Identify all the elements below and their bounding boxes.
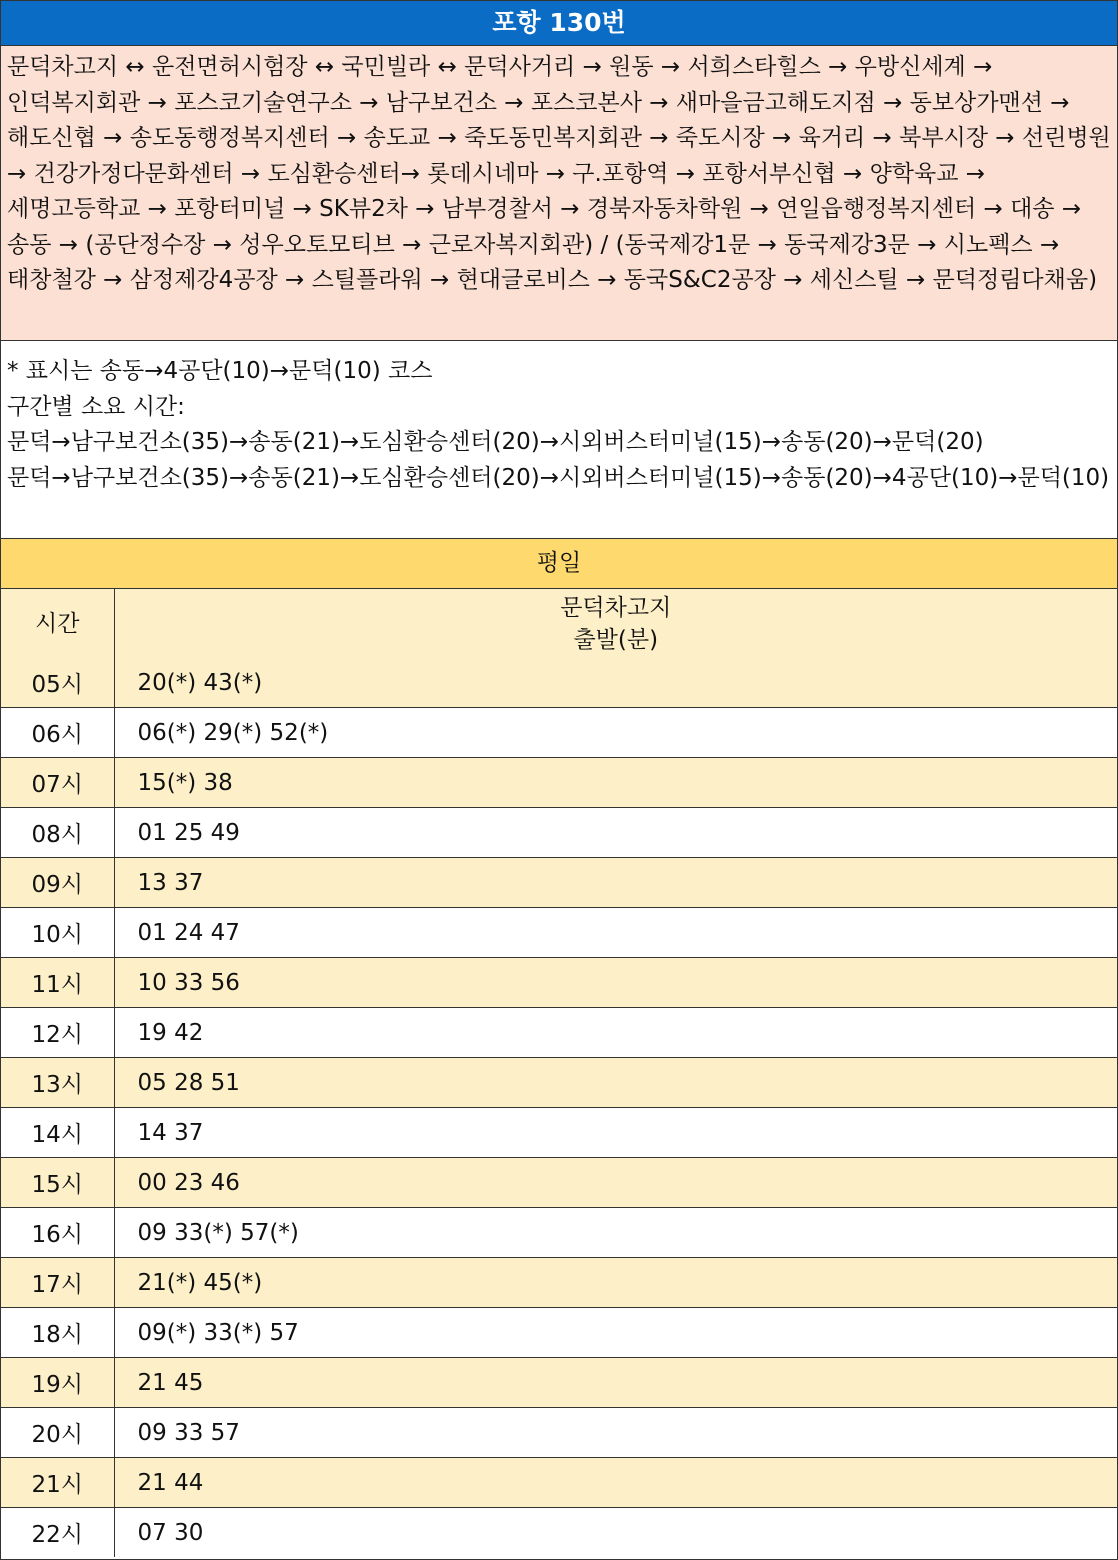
departure-minutes-cell: 01 25 49 bbox=[114, 808, 1117, 858]
departure-minutes-cell: 07 30 bbox=[114, 1508, 1117, 1558]
route-title: 포항 130번 bbox=[1, 1, 1117, 46]
departure-minutes-cell: 09 33(*) 57(*) bbox=[114, 1208, 1117, 1258]
schedule-row bbox=[1, 1458, 1117, 1508]
hour-cell: 15시 bbox=[1, 1158, 114, 1208]
hour-cell: 07시 bbox=[1, 758, 114, 808]
hour-cell: 17시 bbox=[1, 1258, 114, 1308]
schedule-row bbox=[1, 1158, 1117, 1208]
hour-cell: 18시 bbox=[1, 1308, 114, 1358]
hour-cell: 06시 bbox=[1, 708, 114, 758]
schedule-row bbox=[1, 1208, 1117, 1258]
schedule-table bbox=[1, 589, 1117, 1557]
hour-cell: 09시 bbox=[1, 858, 114, 908]
schedule-row bbox=[1, 1508, 1117, 1558]
asterisk-note: * 표시는 송동→4공단(10)→문덕(10) 코스 bbox=[7, 358, 433, 384]
departure-minutes-cell: 09(*) 33(*) 57 bbox=[114, 1308, 1117, 1358]
hour-cell: 16시 bbox=[1, 1208, 114, 1258]
hour-cell: 13시 bbox=[1, 1058, 114, 1108]
departure-minutes-cell: 21 45 bbox=[114, 1358, 1117, 1408]
course-1-times: 문덕→남구보건소(35)→송동(21)→도심환승센터(20)→시외버스터미널(15)→송동(20)→문덕(20) bbox=[7, 429, 984, 455]
schedule-row bbox=[1, 958, 1117, 1008]
hour-cell: 14시 bbox=[1, 1108, 114, 1158]
departure-minutes-cell: 14 37 bbox=[114, 1108, 1117, 1158]
hour-cell: 19시 bbox=[1, 1358, 114, 1408]
hour-cell: 21시 bbox=[1, 1458, 114, 1508]
hour-cell: 05시 bbox=[1, 658, 114, 708]
departure-minutes-cell: 20(*) 43(*) bbox=[114, 658, 1117, 708]
day-type-header: 평일 bbox=[1, 539, 1117, 589]
departure-minutes-cell: 15(*) 38 bbox=[114, 758, 1117, 808]
section-time-heading: 구간별 소요 시간: bbox=[7, 393, 185, 420]
departure-minutes-cell: 00 23 46 bbox=[114, 1158, 1117, 1208]
departure-minutes-cell: 06(*) 29(*) 52(*) bbox=[114, 708, 1117, 758]
schedule-row bbox=[1, 1058, 1117, 1108]
hour-cell: 10시 bbox=[1, 908, 114, 958]
departure-minutes-cell: 01 24 47 bbox=[114, 908, 1117, 958]
schedule-row bbox=[1, 1408, 1117, 1458]
departure-stop-name: 문덕차고지 bbox=[560, 594, 672, 621]
course-2-times: 문덕→남구보건소(35)→송동(21)→도심환승센터(20)→시외버스터미널(15)→송동(20)→4공단(10)→문덕(10) bbox=[7, 464, 1110, 491]
schedule-row bbox=[1, 1258, 1117, 1308]
schedule-row bbox=[1, 658, 1117, 708]
hour-cell: 22시 bbox=[1, 1508, 114, 1558]
notes-section bbox=[1, 341, 1117, 539]
departure-minutes-cell: 19 42 bbox=[114, 1008, 1117, 1058]
schedule-row bbox=[1, 1108, 1117, 1158]
schedule-row bbox=[1, 1008, 1117, 1058]
departure-minutes-cell: 09 33 57 bbox=[114, 1408, 1117, 1458]
schedule-body bbox=[1, 658, 1117, 1557]
schedule-row bbox=[1, 708, 1117, 758]
departure-minutes-cell: 10 33 56 bbox=[114, 958, 1117, 1008]
hour-cell: 11시 bbox=[1, 958, 114, 1008]
departure-unit-label: 출발(분) bbox=[573, 626, 659, 653]
departure-minutes-cell: 21 44 bbox=[114, 1458, 1117, 1508]
departure-minutes-cell: 05 28 51 bbox=[114, 1058, 1117, 1108]
schedule-row bbox=[1, 808, 1117, 858]
hour-cell: 08시 bbox=[1, 808, 114, 858]
schedule-row bbox=[1, 1308, 1117, 1358]
schedule-row bbox=[1, 1358, 1117, 1408]
departure-minutes-cell: 21(*) 45(*) bbox=[114, 1258, 1117, 1308]
schedule-row bbox=[1, 858, 1117, 908]
departure-column-header bbox=[114, 589, 1117, 658]
schedule-header-row bbox=[1, 589, 1117, 658]
departure-minutes-cell: 13 37 bbox=[114, 858, 1117, 908]
hour-cell: 20시 bbox=[1, 1408, 114, 1458]
route-stops: 문덕차고지 ↔ 운전면허시험장 ↔ 국민빌라 ↔ 문덕사거리 → 원동 → 서희스타힐스 → 우방신세계 → 인덕복지회관 → 포스코기술연구소 → 남구보건소 → 포스코본사 → 새마을금고해도지점 → 동보상가맨션 → 해도신협 → 송도동행정복지센터 → 송도교 → 죽도동민복지회관 → 죽도시장 → 육거리 → 북부시장 → 선린병원 → 건강가정다문화센터 → 도심환승센터→ 롯데시네마 → 구.포항역 → 포항서부신협 → 양학육교 → 세명고등학교 → 포항터미널 → SK뷰2차 → 남부경찰서 → 경북자동차학원 → 연일읍행정복지센터 → 대송 → 송동 → (공단정수장 → 성우오토모티브 → 근로자복지회관) / (동국제강1문 → 동국제강3문 → 시노펙스 → 태창철강 → 삼정제강4공장 → 스틸플라워 → 현대글로비스 → 동국S&C2공장 → 세신스틸 → 문덕정림다채움) bbox=[1, 46, 1117, 341]
schedule-row bbox=[1, 758, 1117, 808]
hour-column-header: 시간 bbox=[1, 589, 114, 658]
schedule-row bbox=[1, 908, 1117, 958]
hour-cell: 12시 bbox=[1, 1008, 114, 1058]
